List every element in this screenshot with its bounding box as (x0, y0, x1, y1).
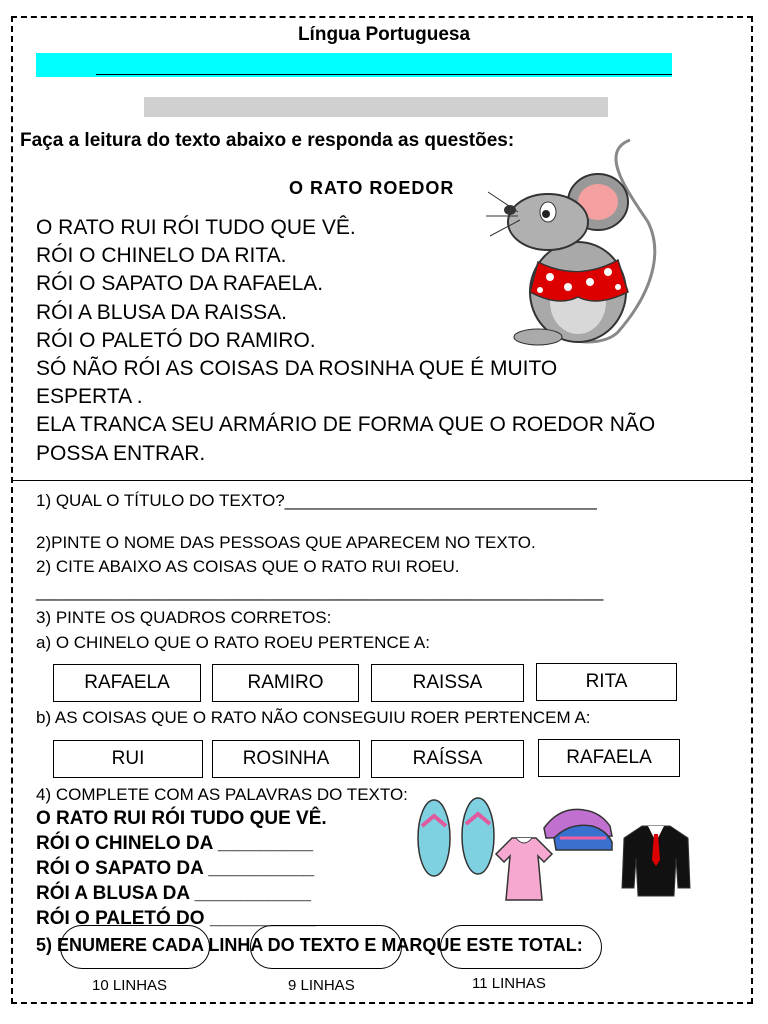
fill-line: O RATO RUI RÓI TUDO QUE VÊ. (36, 808, 327, 829)
text-title: O RATO ROEDOR (289, 178, 455, 198)
mouse-illustration (478, 132, 668, 352)
option-box[interactable]: RAÍSSA (371, 740, 524, 778)
question-5: 5) ENUMERE CADA LINHA DO TEXTO E MARQUE ESTE TOTAL: (36, 935, 583, 955)
answer-option: 9 LINHAS (288, 977, 355, 994)
answer-cloud[interactable] (60, 925, 210, 969)
option-box[interactable]: RAFAELA (53, 664, 201, 702)
story-line: RÓI O CHINELO DA RITA. (36, 244, 287, 268)
section-divider (11, 480, 753, 481)
answer-option: 11 LINHAS (472, 975, 546, 992)
fill-line[interactable]: RÓI O PALETÓ DO __________ (36, 908, 316, 929)
fill-line[interactable]: RÓI O CHINELO DA _________ (36, 833, 314, 854)
answer-line[interactable]: ____________________________________________________________ (36, 582, 604, 601)
story-line: RÓI O PALETÓ DO RAMIRO. (36, 328, 316, 352)
story-line: ELA TRANCA SEU ARMÁRIO DE FORMA QUE O ROEDOR NÃO (36, 413, 656, 437)
option-box[interactable]: RITA (536, 663, 677, 701)
flip-flops-illustration (412, 796, 504, 880)
story-line: RÓI O SAPATO DA RAFAELA. (36, 272, 324, 296)
question-2b: 2) CITE ABAIXO AS COISAS QUE O RATO RUI ROEU. (36, 557, 460, 576)
question-2a: 2)PINTE O NOME DAS PESSOAS QUE APARECEM NO TEXTO. (36, 533, 536, 552)
option-box[interactable]: RAISSA (371, 664, 524, 702)
answer-cloud[interactable] (440, 925, 602, 969)
story-line: O RATO RUI RÓI TUDO QUE VÊ. (36, 216, 356, 239)
option-box[interactable]: RAFAELA (538, 739, 680, 777)
question-3a: a) O CHINELO QUE O RATO ROEU PERTENCE A: (36, 633, 430, 652)
fill-line[interactable]: RÓI A BLUSA DA ___________ (36, 883, 311, 904)
subject-title: Língua Portuguesa (297, 24, 471, 45)
question-3b: b) AS COISAS QUE O RATO NÃO CONSEGUIU ROER PERTENCEM A: (36, 708, 591, 727)
suit-illustration (620, 824, 692, 898)
name-field-line (96, 74, 672, 75)
question-3: 3) PINTE OS QUADROS CORRETOS: (36, 608, 332, 627)
option-box[interactable]: ROSINHA (212, 740, 360, 778)
shoes-illustration (540, 798, 616, 854)
option-box[interactable]: RAMIRO (212, 664, 359, 702)
option-box[interactable]: RUI (53, 740, 203, 778)
story-line: RÓI A BLUSA DA RAISSA. (36, 300, 287, 324)
question-4: 4) COMPLETE COM AS PALAVRAS DO TEXTO: (36, 785, 408, 804)
story-line: POSSA ENTRAR. (36, 441, 206, 465)
fill-line[interactable]: RÓI O SAPATO DA __________ (36, 858, 315, 879)
story-line: ESPERTA . (36, 385, 143, 409)
answer-option: 10 LINHAS (92, 977, 168, 994)
story-line: SÓ NÃO RÓI AS COISAS DA ROSINHA QUE É MUITO (36, 357, 558, 381)
instruction: Faça a leitura do texto abaixo e responda as questões: (20, 130, 515, 151)
question-1: 1) QUAL O TÍTULO DO TEXTO?_________________________________ (36, 491, 597, 510)
date-field-bar (144, 97, 608, 117)
answer-cloud[interactable] (250, 925, 402, 969)
